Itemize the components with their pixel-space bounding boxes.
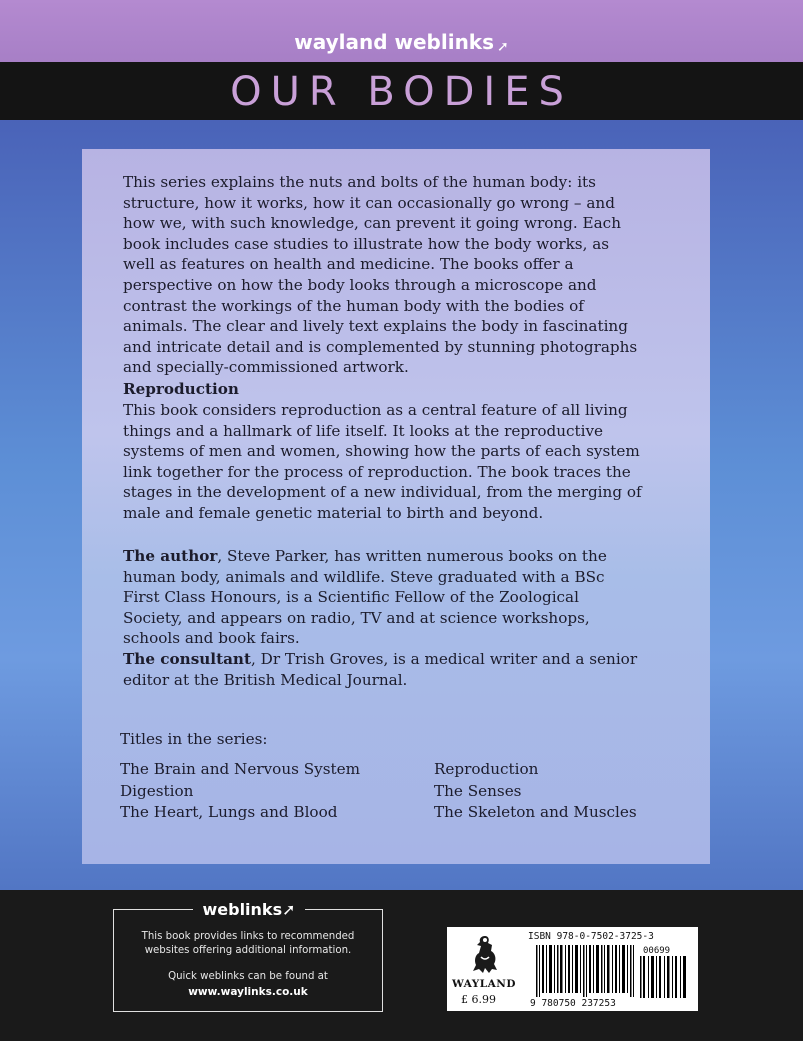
series-title: OUR BODIES: [230, 69, 573, 115]
weblinks-title-wrap: [193, 898, 305, 922]
weblinks-instruction: Quick weblinks can be found at: [168, 971, 328, 982]
weblinks-title: weblinks: [202, 900, 283, 919]
ean-number: 9 780750 237253: [530, 998, 616, 1009]
titles-list-right: [434, 759, 637, 824]
author-text: , Steve Parker, has written numerous books on the human body, animals and wildlife. Steve graduated with a BSc First Class Honours, is a Scientific Fellow of the Zoological Society, and appears on radio, TV and at science workshops, schools and book fairs.: [123, 547, 607, 648]
titles-list-left: [120, 759, 360, 824]
isbn-text: ISBN 978-0-7502-3725-3: [528, 931, 654, 942]
weblinks-description: This book provides links to recommended websites offering additional information.: [141, 931, 355, 956]
series-title-item: Reproduction: [434, 760, 539, 778]
series-title-item: The Heart, Lungs and Blood: [120, 803, 338, 822]
author-paragraph: [123, 546, 643, 649]
reproduction-heading: Reproduction: [123, 380, 239, 398]
weblinks-url[interactable]: www.waylinks.co.uk: [188, 986, 308, 998]
titles-heading: Titles in the series:: [120, 730, 268, 748]
brand-logo: [0, 30, 803, 55]
reproduction-paragraph: This book considers reproduction as a central feature of all living things and a hallmark of life itself. It looks at the reproductive systems of men and women, showing how the parts of each system link together for the process of reproduction. The book traces the stages in the development of a new individual, from the merging of male and female genetic material to birth and beyond.: [123, 401, 642, 522]
brand-text: wayland weblinks: [294, 30, 495, 54]
consultant-paragraph: [123, 649, 643, 690]
cursor-icon: ➚: [497, 39, 509, 55]
series-title-item: The Skeleton and Muscles: [434, 803, 637, 822]
author-label: The author: [123, 547, 218, 565]
intro-paragraph: This series explains the nuts and bolts of the human body: its structure, how it works, how it can occasionally go wrong – and how we, with such knowledge, can prevent it going wrong. Each book includes case studies to illustrate how the body works, as well as features on health and medicine. The books offer a perspective on how the body looks through a microscope and contrast the workings of the human body with the bodies of animals. The clear and lively text explains the body in fascinating and intricate detail and is complemented by stunning photographs and specially-commissioned artwork.: [123, 173, 638, 377]
barcode-addon: 00699: [643, 946, 671, 956]
consultant-text: , Dr Trish Groves, is a medical writer and a senior editor at the British Medical Journal.: [123, 650, 638, 689]
cursor-icon: ➚: [282, 900, 296, 919]
barcode-main: [536, 945, 636, 997]
price: £ 6.99: [461, 993, 496, 1006]
barcode-addon-bars: [640, 956, 690, 998]
series-title-item: The Senses: [434, 781, 522, 800]
publisher-logo-icon: [467, 933, 503, 977]
series-title-item: Digestion: [120, 781, 194, 800]
consultant-label: The consultant: [123, 650, 251, 668]
publisher-name: WAYLAND: [452, 978, 516, 990]
series-title-item: The Brain and Nervous System: [120, 760, 360, 778]
